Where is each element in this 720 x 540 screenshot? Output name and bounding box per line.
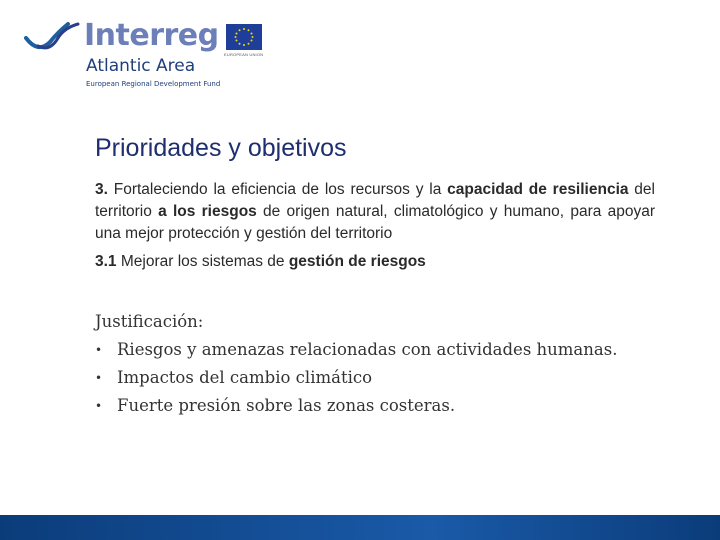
list-item-text: Fuerte presión sobre las zonas costeras. (117, 396, 456, 415)
objective-text-1: Mejorar los sistemas de (116, 253, 289, 270)
objective-paragraph (95, 251, 655, 273)
objective-number: 3.1 (95, 253, 117, 270)
logo-subtitle: Atlantic Area (86, 56, 196, 76)
priority-text-3: de origen natural, climatológico y humano, para apoyar una mejor protección y gestión del territorio (95, 203, 656, 242)
list-item-text: Impactos del cambio climático (117, 368, 373, 387)
eu-flag-icon (226, 24, 262, 50)
logo-wordmark: Interreg (84, 18, 219, 53)
priority-bold-2: a los riesgos (158, 203, 257, 220)
slide-title: Prioridades y objetivos (95, 134, 347, 162)
priority-text-1: Fortaleciendo la eficiencia de los recursos y la (107, 181, 448, 198)
bullet-icon: • (95, 371, 103, 385)
justification-list (95, 336, 675, 420)
list-item (95, 392, 675, 420)
justification-label: Justificación: (95, 312, 204, 331)
priority-paragraph (95, 179, 655, 245)
priority-number: 3. (95, 181, 108, 198)
list-item (95, 336, 675, 364)
list-item-text: Riesgos y amenazas relacionadas con actividades humanas. (117, 340, 618, 359)
eu-caption: EUROPEAN UNION (224, 52, 264, 57)
list-item (95, 364, 675, 392)
interreg-logo (24, 18, 274, 93)
eu-stars-icon (226, 24, 262, 50)
priority-bold-1: capacidad de resiliencia (447, 181, 629, 198)
justification-block (95, 308, 675, 420)
footer-bar (0, 515, 720, 540)
swoosh-icon (24, 20, 82, 56)
priority-text-2: del territorio (95, 181, 655, 220)
objective-bold-1: gestión de riesgos (288, 253, 426, 270)
bullet-icon: • (95, 399, 103, 413)
logo-fund-text: European Regional Development Fund (86, 80, 221, 88)
bullet-icon: • (95, 343, 103, 357)
